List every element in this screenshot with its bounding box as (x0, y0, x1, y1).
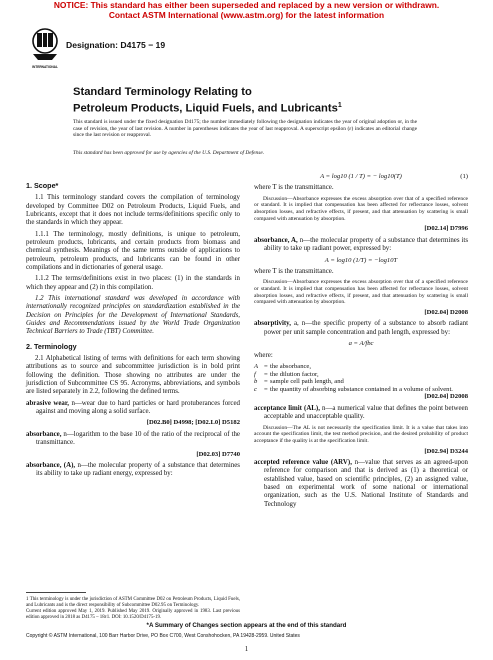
term-absorbance-2 (26, 462, 240, 479)
section-2-1: 2.1 Alphabetical listing of terms with definitions for each term showing attributions as to source and subcommittee jurisdiction is in bold print following the definition. Those showing no attributes are under the jurisdiction of Subcommittee CS 95. Acronyms, abbreviations, and symbols are listed separately in 2.2, following the defined terms. (26, 354, 240, 396)
term-name: abrasive wear, (26, 399, 69, 407)
discussion: Discussion—Absorbance expresses the excess absorption over that of a specified reference or standard. It is implied that compensation has been affected for reflectance losses, solvent absorption losses, and refractive effects, if present, and that attenuation by scattering is small compared with attenuation by absorption. (254, 195, 468, 222)
where-text: where T is the transmittance. (254, 267, 334, 275)
variable-equals: = (264, 378, 268, 386)
notice-line-2: Contact ASTM International (www.astm.org) for the latest information (108, 10, 385, 20)
term-reference: [D02.B0] D4998; [D02.L0] D5182 (146, 419, 240, 427)
equation-1-text: A = log10 (1 / T) = − log10(T) (320, 173, 402, 180)
variable-equals: = (264, 385, 268, 393)
variable-row (254, 378, 468, 386)
footnote-1: 1 This terminology is under the jurisdiction of ASTM Committee D02 on Petroleum Products, Liquid Fuels, and Lubricants and is the direct responsibility of Subcommittee D02.95 on Terminology. (26, 597, 240, 608)
section-1-1: 1.1 This terminology standard covers the compilation of terminology developed by Committee D02 on Petroleum Products, Liquid Fuels, and Lubricants, except that it does not include terms/definitions specific only to the standards in which they appear. (26, 194, 240, 227)
scope-heading: 1. Scope* (26, 181, 59, 190)
section-1-2: 1.2 This international standard was developed in accordance with internationally recognized principles on standardization established in the Decision on Principles for the Development of International Standards, Guides and Recommendations issued by the World Trade Organization Technical Barriers to Trade (TBT) Committee. (26, 295, 240, 336)
dod-approval-text: This standard has been approved for use by agencies of the U.S. Department of Defense. (73, 150, 265, 156)
term-definition: a, n—the specific property of a substance to absorb radiant power per unit sample concentration and path length, expressed by: (264, 320, 468, 336)
variable-equals: = (264, 363, 268, 370)
variable-symbol: A (254, 363, 259, 370)
term-absorbance-1 (26, 431, 240, 448)
terminology-heading: 2. Terminology (26, 341, 77, 351)
term-name: absorbance, (26, 430, 62, 438)
designation: Designation: D4175 − 19 (66, 40, 166, 50)
term-definition: n—logarithm to the base 10 of the ratio of the reciprocal of the transmittance. (36, 430, 240, 447)
variable-symbol: f (254, 370, 256, 378)
document-title (73, 86, 342, 116)
equation-2: A = log10 (1/T) = −log10T (324, 256, 398, 264)
section-1-1-1: 1.1.1 The terminology, mostly definitions, is unique to petroleum, petroleum products, lubricants, and certain products from biomass and chemical synthesis. Meanings of the same terms outside of applications to petroleum, petroleum products, and lubricants can be found in other compilations and in dictionaries of general usage. (26, 230, 240, 271)
term-abrasive-wear (26, 400, 240, 417)
term-definition: n—wear due to hard particles or hard protuberances forced against and moving along a solid surface. (36, 399, 240, 415)
title-line-2 (73, 99, 342, 116)
summary-of-changes-note: *A Summary of Changes section appears at the end of this standard (146, 622, 347, 629)
term-accepted-reference-value (254, 459, 468, 509)
variable-symbol: c (254, 385, 257, 393)
term-acceptance-limit (254, 405, 468, 422)
footnote-divider (26, 592, 86, 593)
term-reference: [D02.14] D7996 (424, 225, 468, 233)
preamble-text: This standard is issued under the fixed designation D4175; the number immediately following the designation indicates the year of original adoption or, in the case of revision, the year of last revision. A number in parentheses indicates the year of last reapproval. A superscript epsilon (ε) indicates an editorial change since the last revision or reapproval. (73, 119, 417, 139)
title-line-2-text: Petroleum Products, Liquid Fuels, and Lubricants (73, 102, 338, 115)
term-definition: n—the molecular property of a substance that determines its ability to take up radiant energy, expressed by: (36, 462, 240, 478)
supersede-notice (0, 0, 493, 20)
term-reference: [D02.94] D3244 (424, 447, 468, 455)
title-line-1: Standard Terminology Relating to (73, 86, 252, 98)
term-name: absorbance, (A), (26, 462, 76, 470)
variable-row (254, 386, 468, 394)
title-footnote-mark: 1 (337, 102, 342, 109)
right-column (254, 170, 468, 512)
section-1-1-2: 1.1.2 The terms/definitions exist in two places: (1) in the standards in which they appear and (2) in this compilation. (26, 275, 240, 291)
astm-logo-icon (30, 28, 60, 72)
footnote-edition: Current edition approved May 1, 2019. Published May 2019. Originally approved in 1983. Last previous edition approved in 2018 as D4175 – 18ε1. DOI: 10.1520/D4175-19. (26, 608, 240, 620)
notice-line-1: NOTICE: This standard has either been superseded and replaced by a new version or withdrawn. (53, 0, 440, 10)
variable-description: the quantity of absorbing substance contained in a volume of solvent. (270, 385, 453, 393)
term-name: absorptivity, (254, 320, 291, 328)
discussion: Discussion—The AL is not necessarily the specification limit. It is a value that takes into account the specification limit, the test method precision, and the desired probability of product acceptance if the quality is at the specification limit. (254, 424, 468, 444)
footnotes (26, 597, 240, 621)
term-reference: [D02.04] D2008 (424, 393, 468, 401)
term-absorbance-3 (254, 237, 468, 254)
term-reference: [D02.04] D2008 (424, 308, 468, 316)
term-definition: n—a numerical value that defines the point between acceptable and unacceptable quality. (264, 404, 469, 421)
where-text: where: (254, 351, 273, 359)
term-absorptivity (254, 320, 468, 337)
variable-row (254, 371, 468, 379)
left-column (26, 176, 240, 482)
variable-equals: = (264, 370, 268, 378)
term-reference: [D02.03] D7740 (196, 450, 240, 458)
page-number: 1 (244, 645, 249, 653)
equation-1 (254, 173, 468, 181)
term-name: acceptance limit (AL), (254, 404, 320, 412)
variable-row (254, 363, 468, 371)
term-name: accepted reference value (ARV), (254, 459, 352, 467)
variable-symbol: b (254, 378, 258, 386)
variable-list (254, 363, 468, 393)
equation-3: a = A/fbc (348, 340, 374, 348)
copyright-line: Copyright © ASTM International, 100 Barr Harbor Drive, PO Box C700, West Conshohocken, PA 19428-2959. United States (26, 633, 300, 639)
term-definition: n—value that serves as an agreed-upon reference for comparison and that is derived as (1) a theoretical or established value, based on scientific principles, (2) an assigned value, based on experimental work of some national or international organization, such as the U.S. National Institute of Standards and Technology (264, 459, 468, 508)
where-text: where T is the transmittance. (254, 184, 334, 192)
variable-description: sample cell path length, and (270, 378, 344, 386)
equation-1-number: (1) (460, 173, 468, 180)
variable-description: the absorbance, (270, 363, 312, 370)
term-name: absorbance, A, (254, 236, 298, 244)
variable-description: the dilution factor, (270, 370, 319, 378)
discussion: Discussion—Absorbance expresses the excess absorption over that of a specified reference or standard. It is implied that compensation has been affected for reflectance losses, solvent absorption losses, and refractive effects, if present, and that attenuation by scattering is small compared with attenuation by absorption. (254, 279, 468, 306)
svg-text:INTERNATIONAL: INTERNATIONAL (32, 65, 58, 69)
term-definition: n—the molecular property of a substance that determines its ability to take up radiant power, expressed by: (264, 236, 469, 253)
